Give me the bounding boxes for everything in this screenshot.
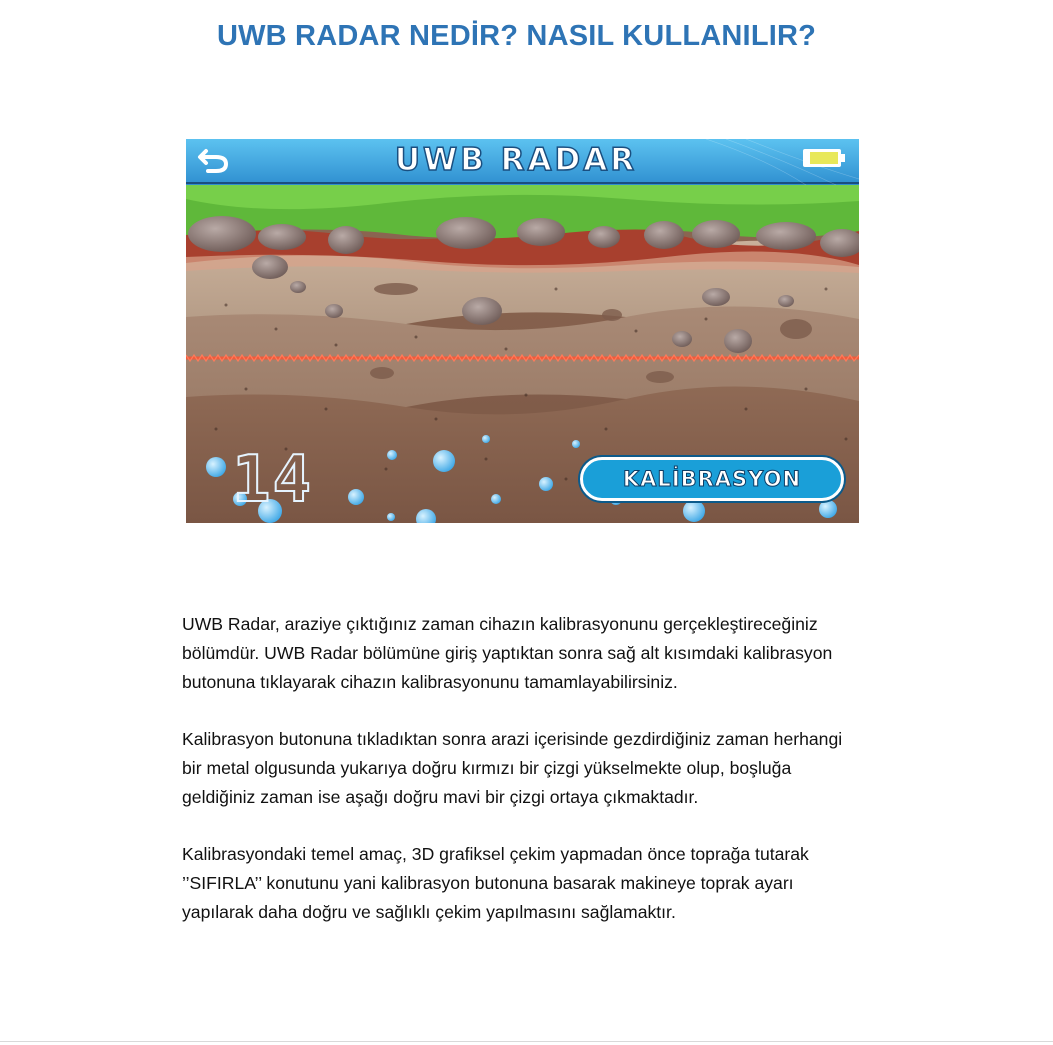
page-title: UWB RADAR NEDİR? NASIL KULLANILIR? — [216, 20, 817, 52]
screen-header-title: UWB RADAR — [394, 142, 638, 178]
calibration-button-label: KALİBRASYON — [622, 467, 802, 491]
back-arrow-icon[interactable] — [196, 145, 230, 175]
paragraph-2: Kalibrasyon butonuna tıkladıktan sonra arazi içerisinde gezdirdiğiniz zaman herhangi bir metal olgusunda yukarıya doğru kırmızı bir çizgi yükselmekte olup, boşluğa geldiğiniz zaman ise aşağı doğru mavi bir çizgi ortaya çıkmaktadır. — [182, 729, 843, 807]
counter-value: 14 — [232, 443, 314, 517]
body-text — [182, 610, 942, 955]
page-bottom-divider — [0, 1041, 1053, 1042]
uwb-radar-screenshot — [186, 139, 859, 523]
paragraph-1: UWB Radar, araziye çıktığınız zaman cihazın kalibrasyonunu gerçekleştireceğiniz bölümdür. UWB Radar bölümüne giriş yaptıktan sonra sağ alt kısımdaki kalibrasyon butonuna tıklayarak cihazın kalibrasyonunu tamamlayabilirsiniz. — [182, 614, 833, 692]
paragraph-3: Kalibrasyondaki temel amaç, 3D grafiksel çekim yapmadan önce toprağa tutarak ’’SIFIRLA’’ konutunu yani kalibrasyon butonuna basarak makineye toprak ayarı yapılarak daha doğru ve sağlıklı çekim yapılmasını sağlamaktır. — [182, 844, 809, 922]
calibration-button[interactable] — [580, 457, 844, 501]
battery-icon — [802, 147, 846, 169]
